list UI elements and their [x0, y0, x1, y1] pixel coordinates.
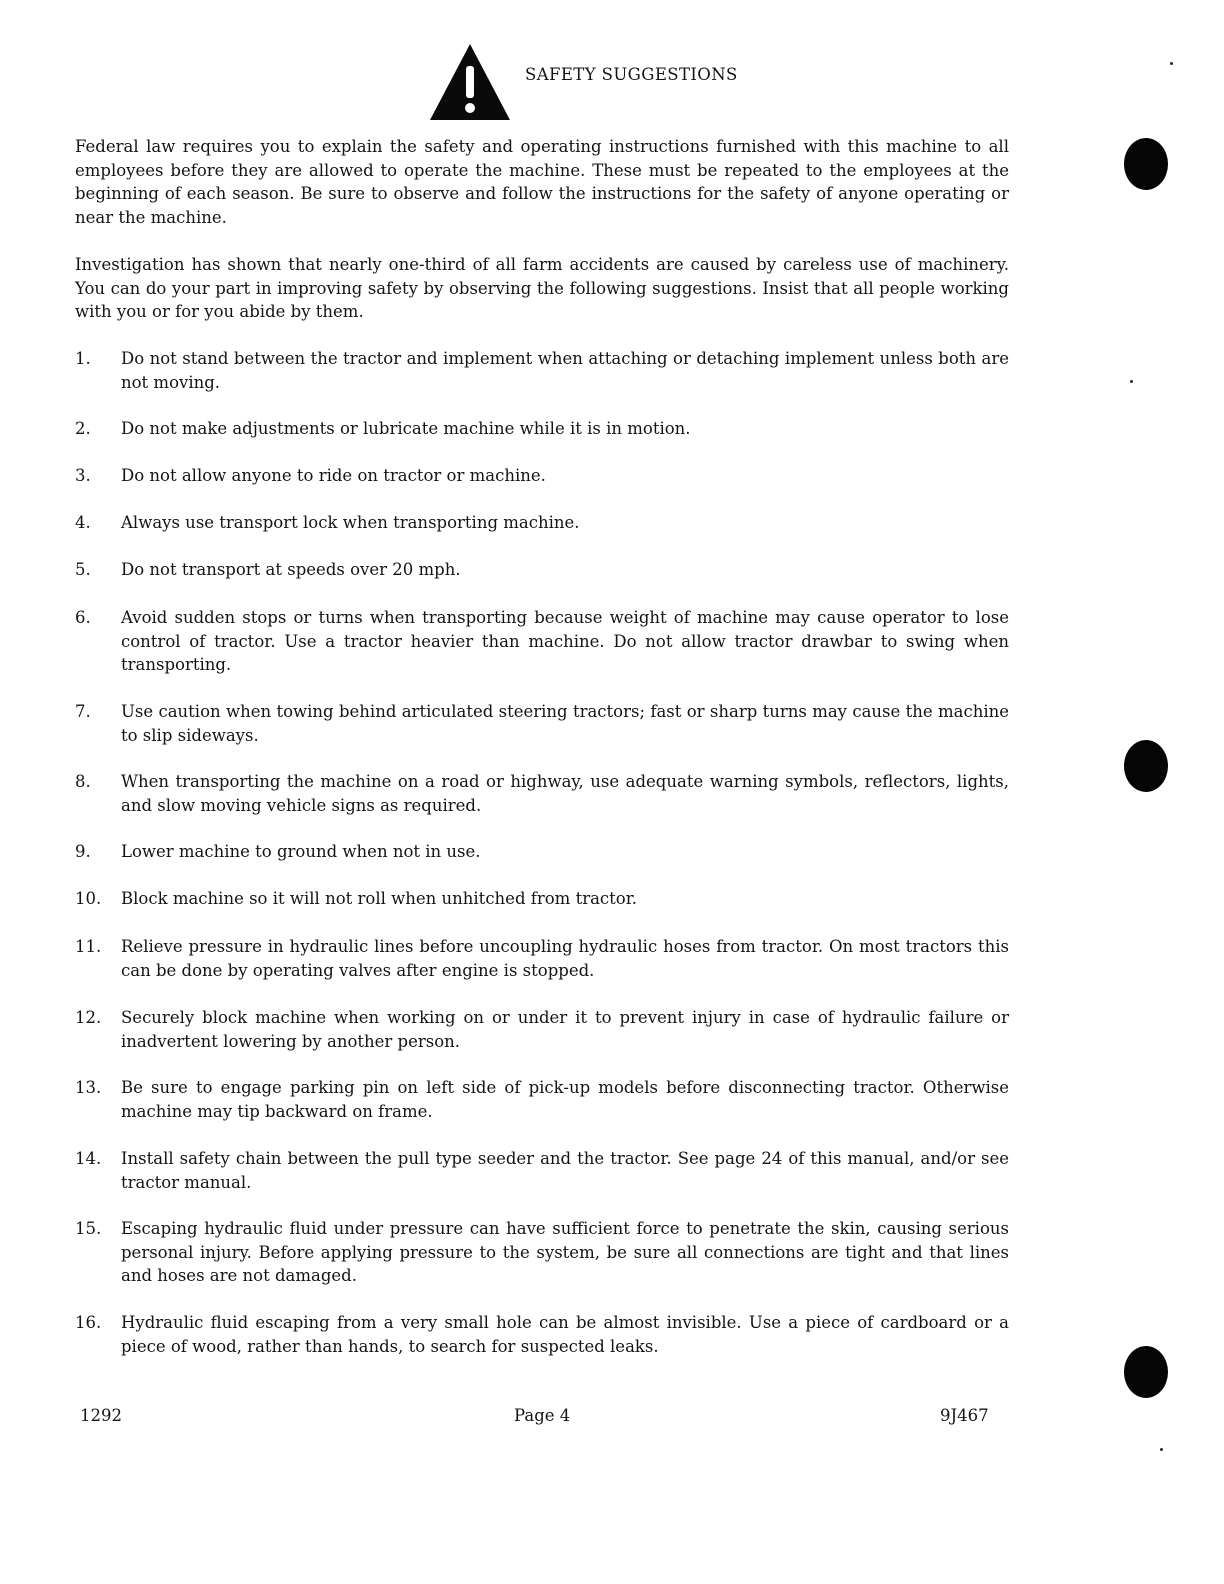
- footer-part-number: 9J467: [940, 1406, 989, 1425]
- item-text: Do not transport at speeds over 20 mph.: [121, 560, 461, 579]
- list-item: [75, 840, 1009, 864]
- item-text: When transporting the machine on a road or highway, use adequate warning symbols, reflectors, lights, and slow moving vehicle signs as required.: [121, 772, 1009, 815]
- footer-doc-number: 1292: [80, 1406, 122, 1425]
- intro-paragraph-investigation: Investigation has shown that nearly one-third of all farm accidents are caused by careless use of machinery. You can do your part in improving safety by observing the following suggestions. Insist that all people working with you or for you abide by them.: [75, 255, 1009, 321]
- item-number: 1.: [75, 349, 91, 368]
- item-number: 11.: [75, 937, 102, 956]
- item-text: Escaping hydraulic fluid under pressure can have sufficient force to penetrate the skin, causing serious personal injury. Before applying pressure to the system, be sure all connections are tight and that lines and hoses are not damaged.: [121, 1219, 1009, 1285]
- list-item: [75, 1147, 1009, 1194]
- item-text: Do not make adjustments or lubricate machine while it is in motion.: [121, 419, 691, 438]
- list-item: [75, 606, 1009, 677]
- warning-triangle-icon: [428, 42, 512, 122]
- item-text: Avoid sudden stops or turns when transporting because weight of machine may cause operator to lose control of tractor. Use a tractor heavier than machine. Do not allow tractor drawbar to swing when transporting.: [121, 608, 1009, 674]
- page-title: SAFETY SUGGESTIONS: [525, 65, 738, 84]
- scan-speck: [1160, 1448, 1163, 1451]
- item-number: 4.: [75, 513, 91, 532]
- list-item: [75, 347, 1009, 394]
- list-item: [75, 1076, 1009, 1123]
- item-number: 7.: [75, 702, 91, 721]
- punch-hole: [1124, 1346, 1168, 1398]
- item-text: Lower machine to ground when not in use.: [121, 842, 481, 861]
- item-number: 5.: [75, 560, 91, 579]
- scan-speck: [1130, 380, 1133, 383]
- item-number: 3.: [75, 466, 91, 485]
- list-item: [75, 1217, 1009, 1288]
- list-item: [75, 464, 1009, 488]
- list-item: [75, 1311, 1009, 1358]
- item-text: Securely block machine when working on or under it to prevent injury in case of hydraulic failure or inadvertent lowering by another person.: [121, 1008, 1009, 1051]
- item-text: Always use transport lock when transporting machine.: [121, 513, 580, 532]
- item-number: 14.: [75, 1149, 102, 1168]
- punch-hole: [1124, 138, 1168, 190]
- list-item: [75, 1006, 1009, 1053]
- item-text: Hydraulic fluid escaping from a very small hole can be almost invisible. Use a piece of cardboard or a piece of wood, rather than hands, to search for suspected leaks.: [121, 1313, 1009, 1356]
- item-text: Use caution when towing behind articulated steering tractors; fast or sharp turns may cause the machine to slip sideways.: [121, 702, 1009, 745]
- item-number: 6.: [75, 608, 91, 627]
- item-text: Do not allow anyone to ride on tractor or machine.: [121, 466, 546, 485]
- item-number: 13.: [75, 1078, 102, 1097]
- item-number: 8.: [75, 772, 91, 791]
- item-text: Install safety chain between the pull type seeder and the tractor. See page 24 of this manual, and/or see tractor manual.: [121, 1149, 1009, 1192]
- list-item: [75, 935, 1009, 982]
- item-text: Relieve pressure in hydraulic lines before uncoupling hydraulic hoses from tractor. On most tractors this can be done by operating valves after engine is stopped.: [121, 937, 1009, 980]
- punch-hole: [1124, 740, 1168, 792]
- list-item: [75, 417, 1009, 441]
- intro-paragraph-federal-law: Federal law requires you to explain the safety and operating instructions furnished with this machine to all employees before they are allowed to operate the machine. These must be repeated to the employees at the beginning of each season. Be sure to observe and follow the instructions for the safety of anyone operating or near the machine.: [75, 137, 1009, 227]
- item-text: Block machine so it will not roll when unhitched from tractor.: [121, 889, 638, 908]
- list-item: [75, 511, 1009, 535]
- item-number: 2.: [75, 419, 91, 438]
- list-item: [75, 558, 1009, 582]
- page-header: [428, 42, 788, 122]
- item-number: 10.: [75, 889, 102, 908]
- item-number: 16.: [75, 1313, 102, 1332]
- item-text: Do not stand between the tractor and implement when attaching or detaching implement unless both are not moving.: [121, 349, 1009, 392]
- footer-page-number: Page 4: [514, 1406, 571, 1425]
- item-number: 15.: [75, 1219, 102, 1238]
- item-number: 9.: [75, 842, 91, 861]
- item-number: 12.: [75, 1008, 102, 1027]
- list-item: [75, 700, 1009, 747]
- list-item: [75, 770, 1009, 817]
- list-item: [75, 887, 1009, 911]
- item-text: Be sure to engage parking pin on left side of pick-up models before disconnecting tractor. Otherwise machine may tip backward on frame.: [121, 1078, 1009, 1121]
- scan-speck: [1170, 62, 1173, 65]
